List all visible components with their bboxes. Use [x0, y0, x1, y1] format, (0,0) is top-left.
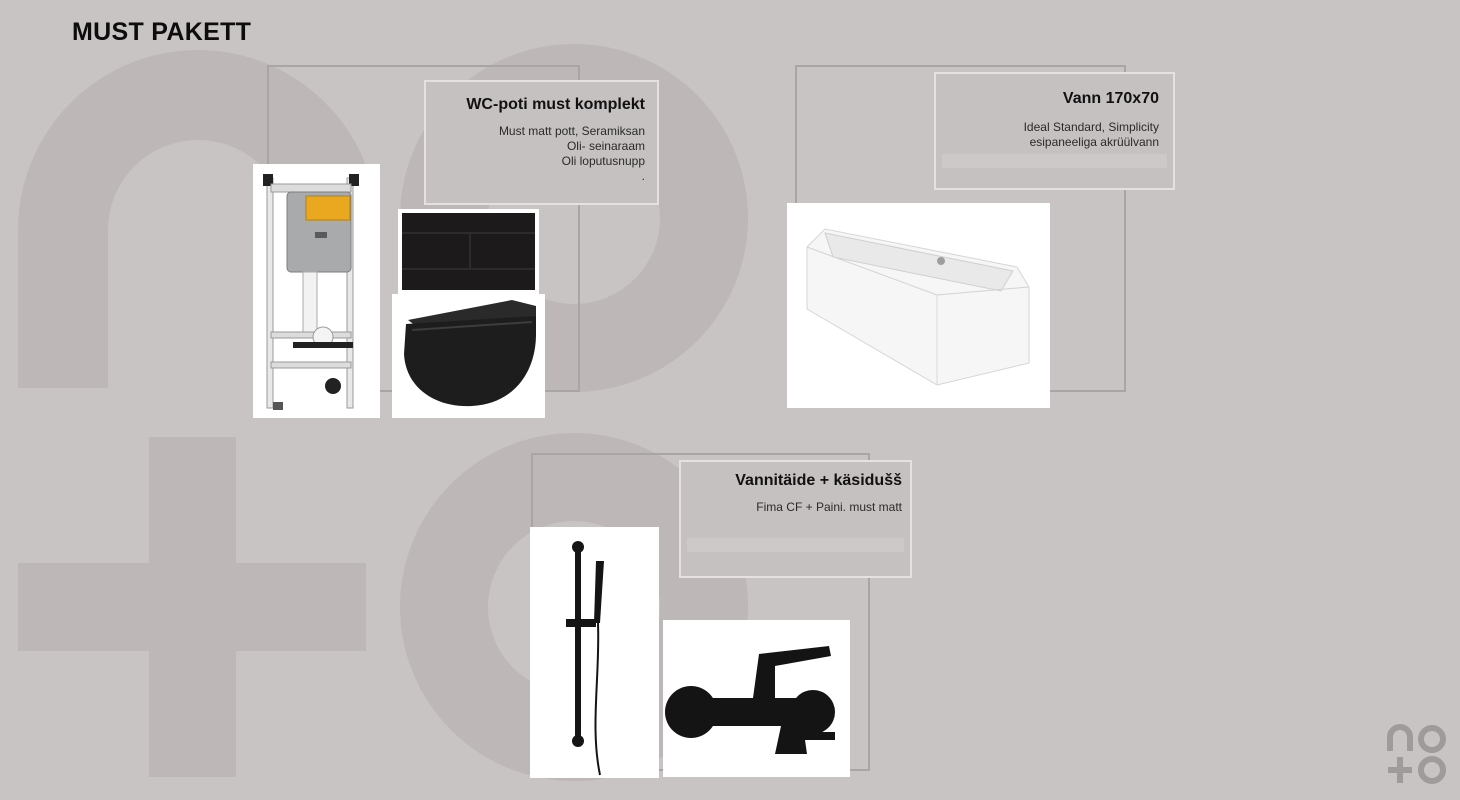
bath-heading: Vann 170x70	[1062, 90, 1159, 107]
faucet-info-card	[679, 460, 912, 578]
bathtub-icon	[787, 203, 1050, 408]
wc-desc-line-3: Oli loputusnupp	[561, 154, 645, 168]
faucet-heading: Vannitäide + käsidušš	[735, 472, 902, 489]
wc-frame-image	[253, 164, 380, 418]
bath-desc-line-2: esipaneeliga akrüülvann	[1029, 135, 1159, 149]
wc-desc-line-1: Must matt pott, Seramiksan	[498, 124, 645, 138]
toilet-bowl-image	[392, 294, 545, 418]
bath-info-card	[934, 72, 1175, 190]
wc-info-card	[424, 80, 659, 205]
noto-logo	[1386, 721, 1450, 790]
noto-logo-icon	[1386, 721, 1450, 785]
shower-rail-icon	[530, 527, 659, 778]
wc-desc-line-2: Oli- seinaraam	[566, 139, 645, 153]
flush-plate-icon	[398, 209, 539, 294]
wc-desc-line-4: .	[641, 169, 645, 183]
shower-rail-image	[530, 527, 659, 778]
bath-desc-line-1: Ideal Standard, Simplicity	[1023, 120, 1159, 134]
flush-plate-image	[398, 209, 539, 294]
page-title: MUST PAKETT	[72, 18, 252, 46]
faucet-desc-line-1: Fima CF + Paini. must matt	[756, 500, 902, 514]
toilet-bowl-icon	[392, 294, 545, 418]
wc-frame-icon	[253, 164, 380, 418]
faucet-card-strip	[687, 538, 904, 552]
bath-mixer-image	[663, 620, 850, 777]
bath-mixer-icon	[663, 620, 850, 777]
bath-card-strip	[942, 154, 1167, 168]
wc-heading: WC-poti must komplekt	[466, 96, 645, 113]
bathtub-image	[787, 203, 1050, 408]
